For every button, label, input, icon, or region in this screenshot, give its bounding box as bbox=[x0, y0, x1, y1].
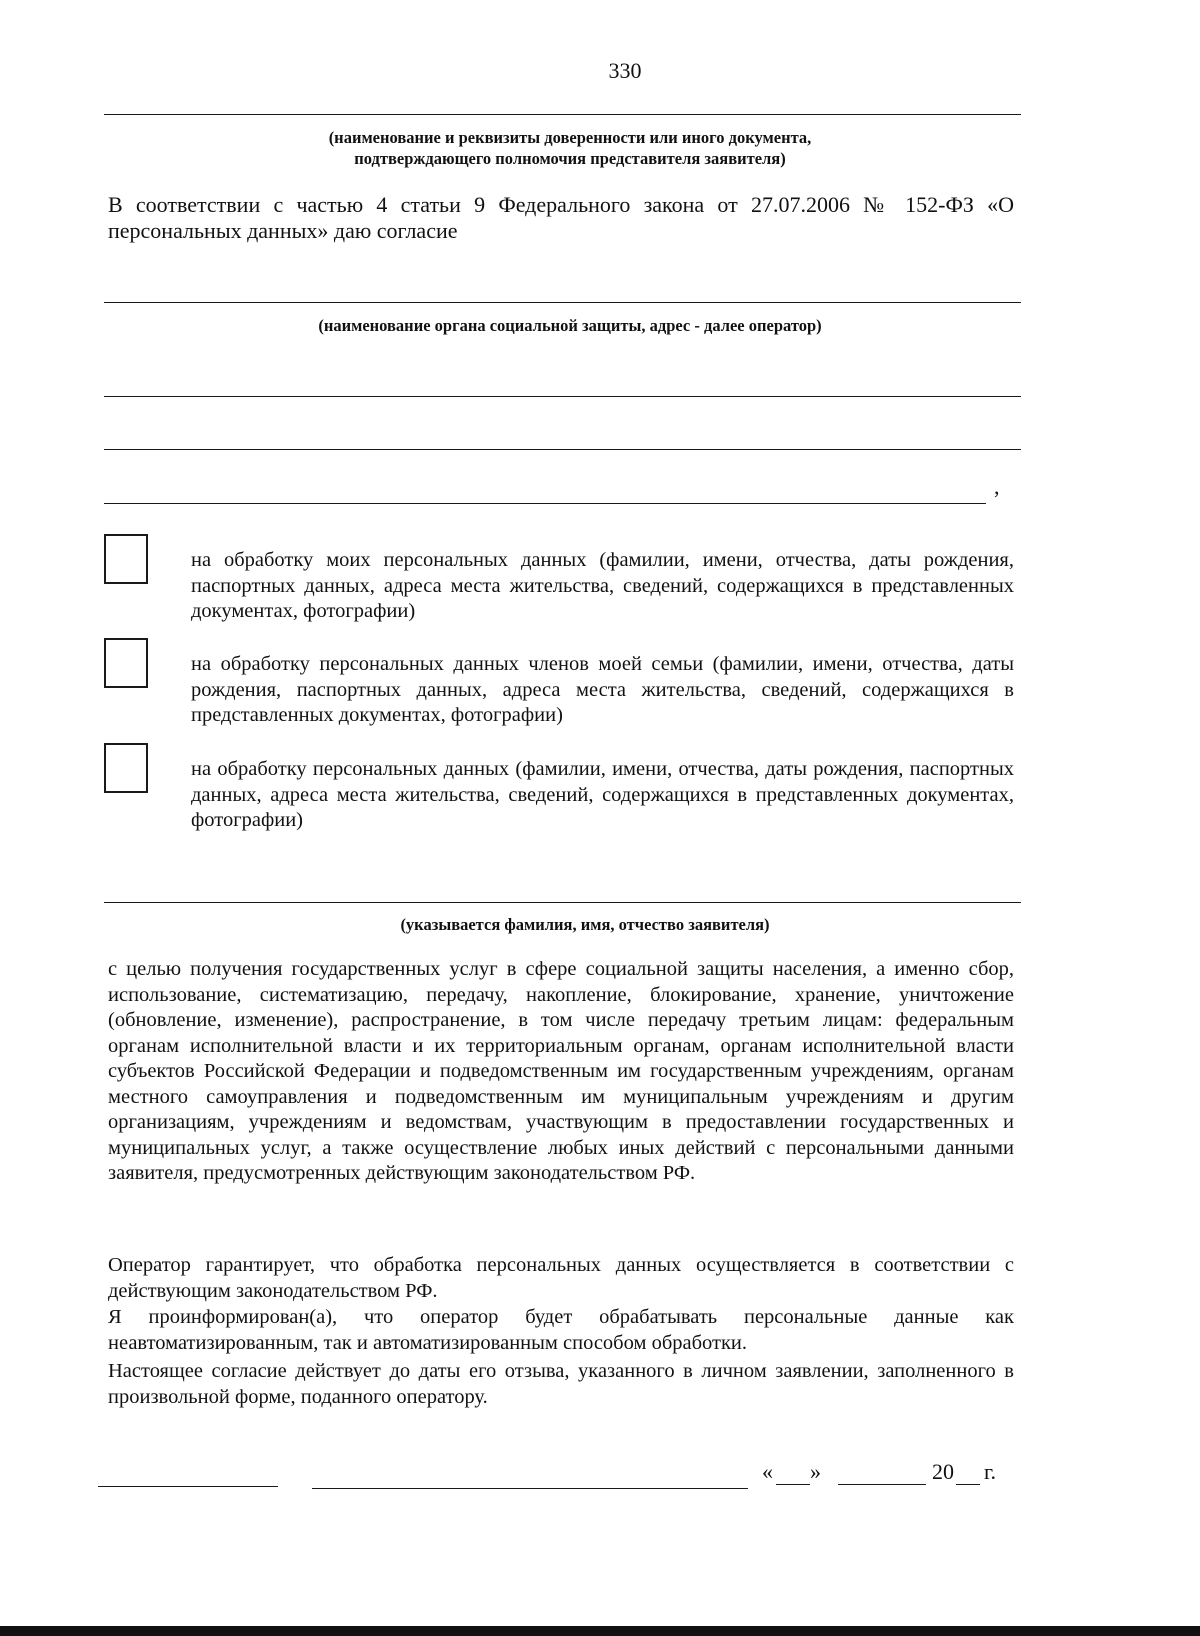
consent-checkbox-family-data[interactable] bbox=[104, 638, 148, 688]
validity-paragraph: Настоящее согласие действует до даты его отзыва, указанного в личном заявлении, заполненного в произвольной форме, поданного оператору. bbox=[108, 1360, 1014, 1408]
operator-guarantee-paragraph: Оператор гарантирует, что обработка персональных данных осуществляется в соответствии с действующим законодательством РФ. bbox=[108, 1254, 1014, 1302]
date-month-field[interactable] bbox=[838, 1484, 926, 1485]
informed-paragraph: Я проинформирован(а), что оператор будет обрабатывать персональные данные как неавтоматизированным, так и автоматизированным способом обработки. bbox=[108, 1306, 1014, 1354]
purpose-paragraph: с целью получения государственных услуг в сфере социальной защиты населения, а именно сбор, использование, систематизацию, передачу, накопление, блокирование, хранение, уничтожение (обновление, изменение), распространение, в том числе передачу третьим лицам: федеральным органам исполнительной власти и их территориальным органам, органам исполнительной власти субъектов Российской Федерации и подведомственным им государственным учреждениям, органам местного самоуправления и подведомственным им муниципальным учреждениям и другим организациям, учреждениям и ведомствам, участвующим в предоставлении государственных и муниципальных услуг, а также осуществление любых иных действий с персональными данными заявителя, предусмотренных действующим законодательством РФ. bbox=[108, 958, 1014, 1184]
applicant-caption: (указывается фамилия, имя, отчество заявителя) bbox=[400, 915, 770, 934]
date-day-field[interactable] bbox=[776, 1484, 810, 1485]
consent-option-family-data: на обработку персональных данных членов моей семьи (фамилии, имени, отчества, даты рождения, паспортных данных, адреса места жительства, сведений, содержащихся в представленных документах, фотографии) bbox=[191, 653, 1014, 726]
date-open-quote: « bbox=[762, 1459, 773, 1484]
applicant-name-line[interactable] bbox=[104, 902, 1021, 903]
date-year-field[interactable] bbox=[956, 1484, 980, 1485]
date-close-quote: » bbox=[810, 1459, 821, 1484]
date-year-prefix: 20 bbox=[932, 1459, 954, 1484]
blank-line-2[interactable] bbox=[104, 449, 1021, 450]
consent-checkbox-other-person-data[interactable] bbox=[104, 743, 148, 793]
scan-bottom-edge bbox=[0, 1626, 1200, 1636]
consent-checkbox-own-data[interactable] bbox=[104, 534, 148, 584]
proxy-document-caption: (наименование и реквизиты доверенности или иного документа, подтверждающего полномочия представителя заявителя) bbox=[328, 128, 812, 168]
signature-line[interactable] bbox=[98, 1486, 278, 1487]
operator-line[interactable] bbox=[104, 302, 1021, 303]
date-year-suffix: г. bbox=[984, 1459, 997, 1484]
intro-text: В соответствии с частью 4 статьи 9 Федерального закона от 27.07.2006 № 152-ФЗ «О персональных данных» даю согласие bbox=[108, 192, 1014, 243]
proxy-document-line[interactable] bbox=[104, 114, 1021, 115]
operator-caption: (наименование органа социальной защиты, адрес - далее оператор) bbox=[318, 316, 822, 335]
consent-option-other-person-data: на обработку персональных данных (фамилии, имени, отчества, даты рождения, паспортных данных, адреса места жительства, сведений, содержащихся в представленных документах, фотографии) bbox=[191, 758, 1014, 831]
page-number: 330 bbox=[608, 58, 642, 83]
full-name-line[interactable] bbox=[312, 1488, 748, 1489]
blank-line-1[interactable] bbox=[104, 396, 1021, 397]
trailing-comma: , bbox=[994, 474, 1000, 499]
consent-option-own-data: на обработку моих персональных данных (фамилии, имени, отчества, даты рождения, паспортных данных, адреса места жительства, сведений, содержащихся в представленных документах, фотографии) bbox=[191, 549, 1014, 622]
blank-line-3[interactable] bbox=[104, 503, 986, 504]
